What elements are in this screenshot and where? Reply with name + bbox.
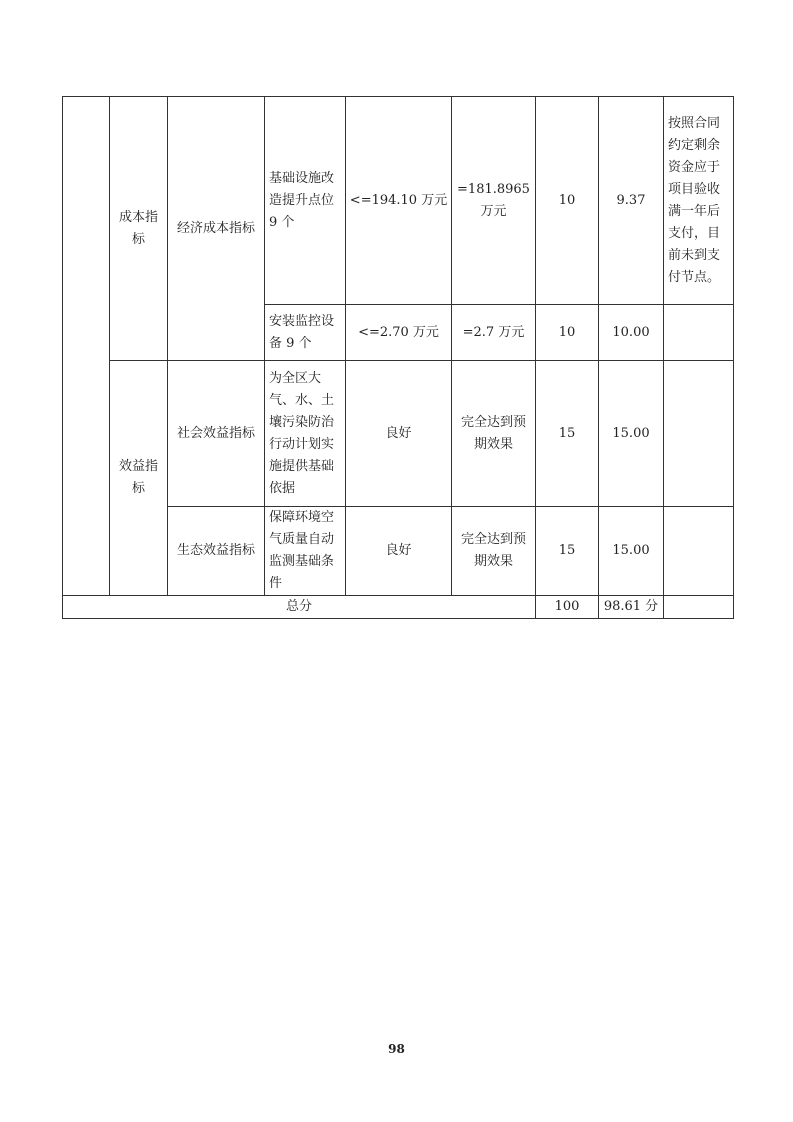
- page-number: 98: [388, 1042, 405, 1056]
- actual-cell: 完全达到预期效果: [452, 361, 536, 507]
- score-cell: 9.37: [599, 97, 664, 305]
- target-cell: 良好: [346, 507, 452, 596]
- target-cell: <=194.10 万元: [346, 97, 452, 305]
- actual-cell: =181.8965 万元: [452, 97, 536, 305]
- level2-cell-benefit: 效益指标: [110, 361, 168, 596]
- total-row: [63, 596, 734, 619]
- level2-cell-cost: 成本指标: [110, 97, 168, 361]
- weight-cell: 10: [536, 97, 599, 305]
- note-cell: [664, 305, 734, 361]
- item-cell: 为全区大气、水、土壤污染防治行动计划实施提供基础依据: [265, 361, 346, 507]
- weight-cell: 15: [536, 361, 599, 507]
- note-cell: 按照合同约定剩余资金应于项目验收满一年后支付，目前未到支付节点。: [664, 97, 734, 305]
- level3-cell-social-benefit: 社会效益指标: [168, 361, 265, 507]
- score-cell: 15.00: [599, 361, 664, 507]
- target-cell: 良好: [346, 361, 452, 507]
- actual-cell: =2.7 万元: [452, 305, 536, 361]
- level1-cell: [63, 97, 110, 596]
- total-note: [664, 596, 734, 619]
- score-cell: 15.00: [599, 507, 664, 596]
- note-cell: [664, 361, 734, 507]
- weight-cell: 15: [536, 507, 599, 596]
- actual-cell: 完全达到预期效果: [452, 507, 536, 596]
- item-cell: 基础设施改造提升点位 9 个: [265, 97, 346, 305]
- level3-cell-economic-cost: 经济成本指标: [168, 97, 265, 361]
- table-row: [63, 361, 734, 507]
- table-row: [63, 97, 734, 305]
- item-cell: 保障环境空气质量自动监测基础条件: [265, 507, 346, 596]
- level3-cell-ecological-benefit: 生态效益指标: [168, 507, 265, 596]
- note-cell: [664, 507, 734, 596]
- total-weight: 100: [536, 596, 599, 619]
- total-score: 98.61 分: [599, 596, 664, 619]
- target-cell: <=2.70 万元: [346, 305, 452, 361]
- weight-cell: 10: [536, 305, 599, 361]
- total-label: 总分: [63, 596, 536, 619]
- item-cell: 安装监控设备 9 个: [265, 305, 346, 361]
- performance-table: [62, 96, 734, 619]
- score-cell: 10.00: [599, 305, 664, 361]
